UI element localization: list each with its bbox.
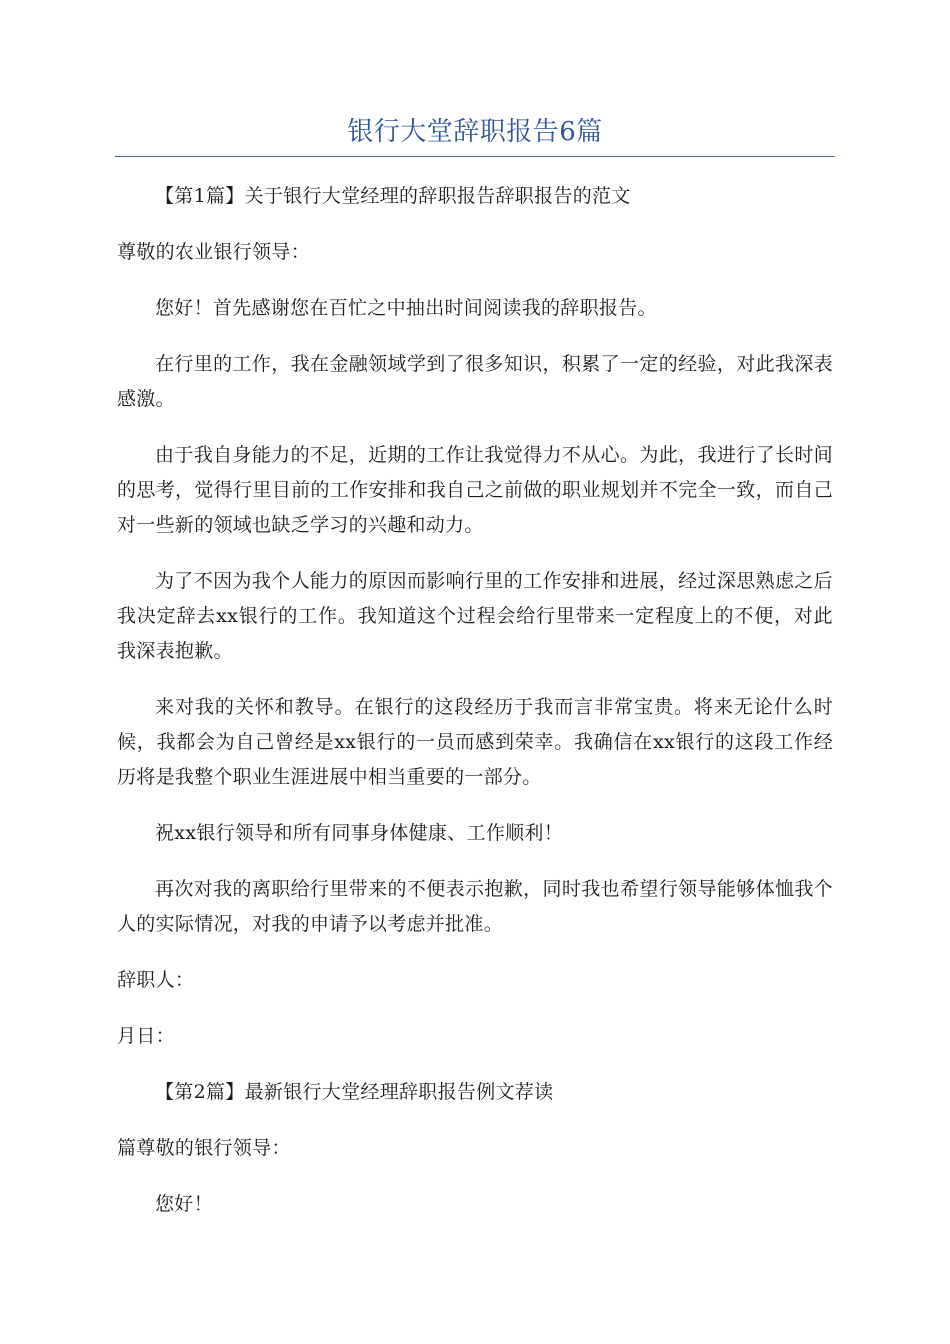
- paragraph-signatory: 辞职人：: [117, 969, 195, 991]
- paragraph-wishes: 祝xx银行领导和所有同事身体健康、工作顺利！: [155, 822, 564, 844]
- paragraph-gratitude: 在行里的工作，我在金融领域学到了很多知识，积累了一定的经验，对此我深表感激。: [117, 353, 833, 410]
- paragraph-reason: 由于我自身能力的不足，近期的工作让我觉得力不从心。为此，我进行了长时间的思考，觉得行里目前的工作安排和我自己之前做的职业规划并不完全一致，而自己对一些新的领域也缺乏学习的兴趣和动力。: [117, 444, 833, 536]
- paragraph-date: 月日：: [117, 1025, 175, 1047]
- paragraph-heading-1: 【第1篇】关于银行大堂经理的辞职报告辞职报告的范文: [155, 185, 631, 207]
- paragraph-decision: 为了不因为我个人能力的原因而影响行里的工作安排和进展，经过深思熟虑之后我决定辞去xx银行的工作。我知道这个过程会给行里带来一定程度上的不便，对此我深表抱歉。: [117, 570, 833, 662]
- paragraph-salutation: 尊敬的农业银行领导：: [117, 241, 311, 263]
- paragraph-greeting-2: 您好！: [155, 1193, 213, 1215]
- paragraph-appreciation: 来对我的关怀和教导。在银行的这段经历于我而言非常宝贵。将来无论什么时候，我都会为自己曾经是xx银行的一员而感到荣幸。我确信在xx银行的这段工作经历将是我整个职业生涯进展中相当重要的一部分。: [117, 696, 833, 788]
- document-body: [117, 179, 833, 1222]
- paragraph-greeting: 您好！首先感谢您在百忙之中抽出时间阅读我的辞职报告。: [155, 297, 657, 319]
- paragraph-apology: 再次对我的离职给行里带来的不便表示抱歉，同时我也希望行领导能够体恤我个人的实际情况，对我的申请予以考虑并批准。: [117, 878, 833, 935]
- paragraph-heading-2: 【第2篇】最新银行大堂经理辞职报告例文荐读: [155, 1081, 554, 1103]
- title-block: [115, 112, 835, 157]
- document-title: 银行大堂辞职报告6篇: [347, 117, 603, 147]
- paragraph-salutation-2: 篇尊敬的银行领导：: [117, 1137, 291, 1159]
